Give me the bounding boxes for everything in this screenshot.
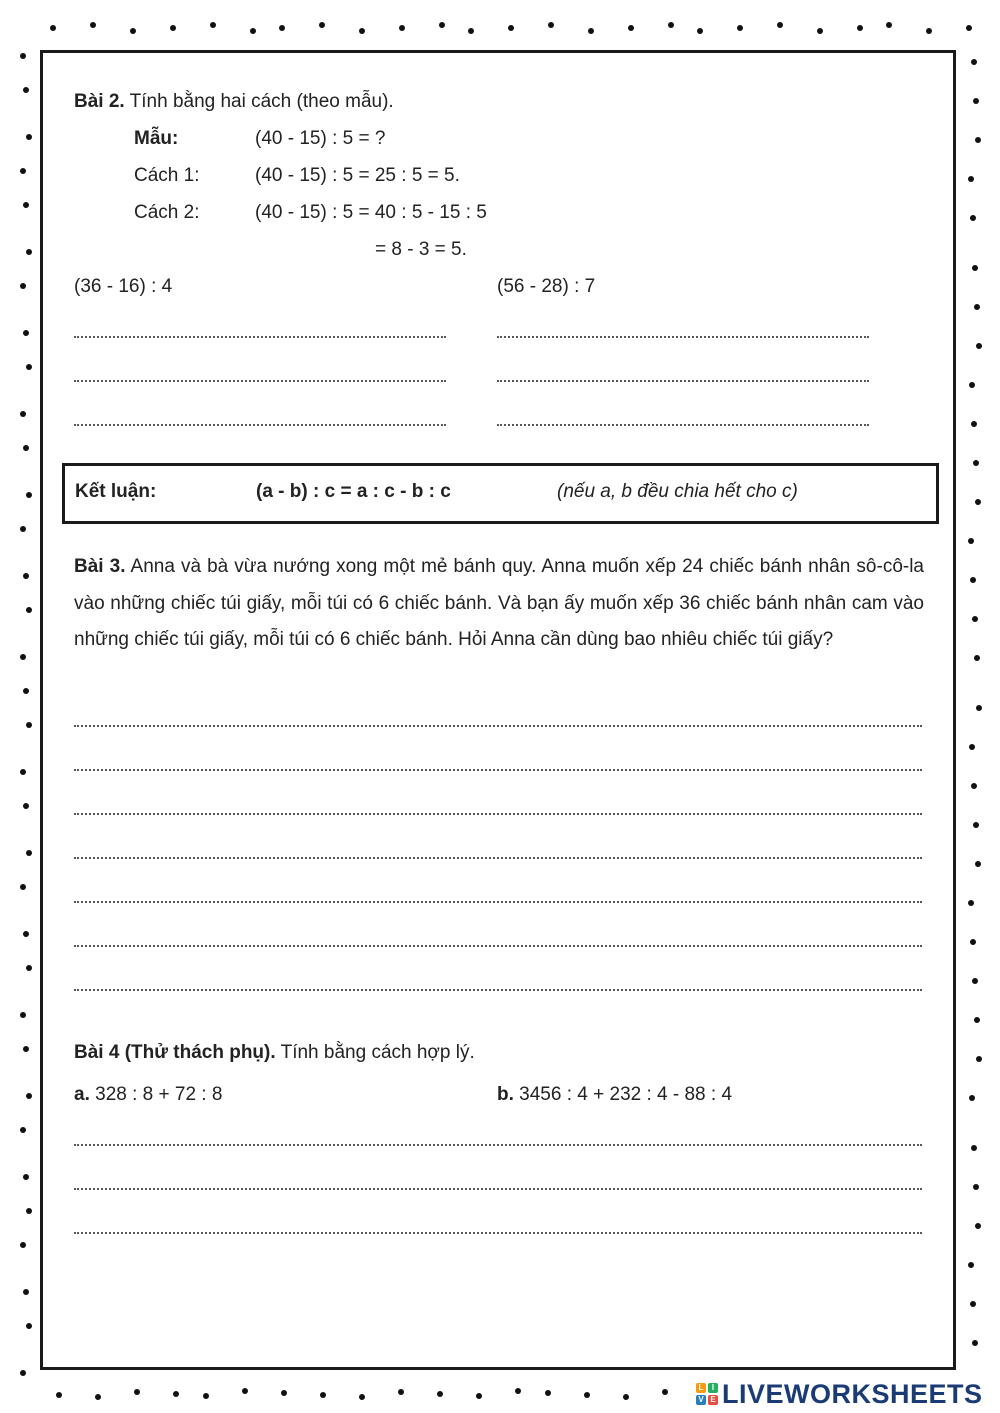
part-a-expression: 328 : 8 + 72 : 8: [95, 1084, 223, 1105]
border-dot: [26, 1093, 32, 1099]
border-dot: [319, 22, 325, 28]
border-dot: [26, 965, 32, 971]
border-dot: [777, 22, 783, 28]
border-dot: [968, 1262, 974, 1268]
answer-line[interactable]: [74, 1188, 922, 1190]
border-dot: [26, 249, 32, 255]
answer-line[interactable]: [497, 380, 869, 382]
border-dot: [23, 445, 29, 451]
logo-text: LIVEWORKSHEETS: [722, 1378, 983, 1409]
border-dot: [279, 25, 285, 31]
border-dot: [969, 744, 975, 750]
border-dot: [20, 526, 26, 532]
border-dot: [974, 1017, 980, 1023]
border-dot: [23, 1046, 29, 1052]
border-dot: [975, 499, 981, 505]
border-dot: [23, 1289, 29, 1295]
border-dot: [886, 22, 892, 28]
border-dot: [968, 538, 974, 544]
border-dot: [437, 1391, 443, 1397]
border-dot: [359, 1394, 365, 1400]
border-dot: [508, 25, 514, 31]
cach1-expression: (40 - 15) : 5 = 25 : 5 = 5.: [255, 165, 460, 186]
border-dot: [976, 1056, 982, 1062]
border-dot: [974, 655, 980, 661]
border-dot: [50, 25, 56, 31]
bai4-part-b: [497, 1084, 732, 1106]
logo-mark-icon: [696, 1383, 718, 1405]
border-dot: [588, 28, 594, 34]
answer-line[interactable]: [74, 1144, 922, 1146]
border-dot: [973, 460, 979, 466]
border-dot: [26, 722, 32, 728]
border-dot: [398, 1389, 404, 1395]
answer-line[interactable]: [74, 945, 922, 947]
border-dot: [971, 59, 977, 65]
border-dot: [95, 1394, 101, 1400]
border-dot: [359, 28, 365, 34]
bai4-instruction: Tính bằng cách hợp lý.: [280, 1042, 475, 1063]
answer-line[interactable]: [74, 380, 446, 382]
border-dot: [26, 607, 32, 613]
border-dot: [439, 22, 445, 28]
bai4-part-a: [74, 1084, 222, 1106]
border-dot: [20, 283, 26, 289]
border-dot: [468, 28, 474, 34]
border-dot: [515, 1388, 521, 1394]
border-dot: [56, 1392, 62, 1398]
part-a-label: a.: [74, 1084, 90, 1105]
border-dot: [20, 654, 26, 660]
border-dot: [972, 616, 978, 622]
logo-letter: E: [708, 1395, 718, 1405]
answer-line[interactable]: [74, 813, 922, 815]
border-dot: [130, 28, 136, 34]
answer-line[interactable]: [74, 857, 922, 859]
border-dot: [976, 705, 982, 711]
bai2-title: Bài 2.: [74, 91, 125, 112]
border-dot: [20, 769, 26, 775]
conclusion-formula: (a - b) : c = a : c - b : c: [256, 481, 451, 502]
border-dot: [973, 822, 979, 828]
border-dot: [20, 168, 26, 174]
border-dot: [170, 25, 176, 31]
border-dot: [23, 573, 29, 579]
answer-line[interactable]: [74, 769, 922, 771]
answer-line[interactable]: [74, 424, 446, 426]
border-dot: [23, 202, 29, 208]
conclusion-box: [62, 463, 939, 524]
border-dot: [26, 364, 32, 370]
border-dot: [970, 1301, 976, 1307]
answer-line[interactable]: [74, 1232, 922, 1234]
border-dot: [974, 304, 980, 310]
border-dot: [926, 28, 932, 34]
border-dot: [970, 577, 976, 583]
bai2-instruction: Tính bằng hai cách (theo mẫu).: [129, 91, 394, 112]
border-dot: [668, 22, 674, 28]
cach1-label: Cách 1:: [134, 165, 200, 186]
border-dot: [969, 382, 975, 388]
border-dot: [737, 25, 743, 31]
liveworksheets-logo: [696, 1377, 983, 1411]
problem-right: (56 - 28) : 7: [497, 276, 596, 297]
border-dot: [968, 176, 974, 182]
part-b-expression: 3456 : 4 + 232 : 4 - 88 : 4: [519, 1084, 733, 1105]
border-dot: [23, 1174, 29, 1180]
border-dot: [250, 28, 256, 34]
border-dot: [976, 343, 982, 349]
logo-letter: L: [696, 1383, 706, 1393]
border-dot: [173, 1391, 179, 1397]
border-dot: [623, 1394, 629, 1400]
border-dot: [26, 492, 32, 498]
border-dot: [26, 134, 32, 140]
border-dot: [20, 1242, 26, 1248]
border-dot: [971, 1145, 977, 1151]
border-dot: [20, 1012, 26, 1018]
cach2-expression: (40 - 15) : 5 = 40 : 5 - 15 : 5: [255, 202, 487, 223]
border-dot: [966, 25, 972, 31]
border-dot: [969, 1095, 975, 1101]
border-dot: [817, 28, 823, 34]
mau-expression: (40 - 15) : 5 = ?: [255, 128, 386, 149]
bai4-title: Bài 4 (Thử thách phụ).: [74, 1042, 276, 1063]
border-dot: [975, 861, 981, 867]
border-dot: [968, 900, 974, 906]
border-dot: [545, 1390, 551, 1396]
logo-letter: I: [708, 1383, 718, 1393]
border-dot: [134, 1389, 140, 1395]
border-dot: [26, 1323, 32, 1329]
border-dot: [970, 215, 976, 221]
border-dot: [970, 939, 976, 945]
border-dot: [23, 688, 29, 694]
border-dot: [242, 1388, 248, 1394]
bai3-paragraph: [74, 549, 924, 659]
border-dot: [26, 1208, 32, 1214]
answer-line[interactable]: [74, 336, 446, 338]
border-dot: [975, 1223, 981, 1229]
border-dot: [20, 411, 26, 417]
border-dot: [20, 884, 26, 890]
border-dot: [975, 137, 981, 143]
logo-letter: V: [696, 1395, 706, 1405]
border-dot: [26, 850, 32, 856]
border-dot: [320, 1392, 326, 1398]
border-dot: [476, 1393, 482, 1399]
border-dot: [628, 25, 634, 31]
border-dot: [548, 22, 554, 28]
border-dot: [399, 25, 405, 31]
answer-line[interactable]: [74, 725, 922, 727]
border-dot: [210, 22, 216, 28]
border-dot: [23, 803, 29, 809]
border-dot: [697, 28, 703, 34]
answer-line[interactable]: [497, 336, 869, 338]
answer-line[interactable]: [74, 989, 922, 991]
border-dot: [972, 1340, 978, 1346]
border-dot: [23, 330, 29, 336]
border-dot: [973, 1184, 979, 1190]
cach2-label: Cách 2:: [134, 202, 200, 223]
border-dot: [857, 25, 863, 31]
border-dot: [973, 98, 979, 104]
conclusion-label: Kết luận:: [75, 481, 157, 502]
border-dot: [203, 1393, 209, 1399]
border-dot: [662, 1389, 668, 1395]
border-dot: [584, 1392, 590, 1398]
border-dot: [20, 53, 26, 59]
problem-left: (36 - 16) : 4: [74, 276, 173, 297]
part-b-label: b.: [497, 1084, 514, 1105]
border-dot: [20, 1370, 26, 1376]
border-dot: [971, 421, 977, 427]
border-dot: [23, 87, 29, 93]
mau-label: Mẫu:: [134, 128, 179, 149]
border-dot: [20, 1127, 26, 1133]
cach2-continuation: = 8 - 3 = 5.: [375, 239, 467, 260]
bai2-heading: [74, 91, 394, 113]
border-dot: [281, 1390, 287, 1396]
conclusion-note: (nếu a, b đều chia hết cho c): [557, 481, 798, 502]
answer-line[interactable]: [74, 901, 922, 903]
border-dot: [23, 931, 29, 937]
bai3-text: Anna và bà vừa nướng xong một mẻ bánh quy. Anna muốn xếp 24 chiếc bánh nhân sô-cô-la vào những chiếc túi giấy, mỗi túi có 6 chiếc bánh. Và bạn ấy muốn xếp 36 chiếc bánh nhân cam vào những chiếc túi giấy, mỗi túi có 6 chiếc bánh. Hỏi Anna cần dùng bao nhiêu chiếc túi giấy?: [74, 556, 924, 650]
border-dot: [972, 978, 978, 984]
border-dot: [971, 783, 977, 789]
bai3-title: Bài 3.: [74, 556, 126, 577]
worksheet-frame: [40, 50, 956, 1370]
border-dot: [90, 22, 96, 28]
bai4-heading: [74, 1042, 475, 1064]
answer-line[interactable]: [497, 424, 869, 426]
border-dot: [972, 265, 978, 271]
